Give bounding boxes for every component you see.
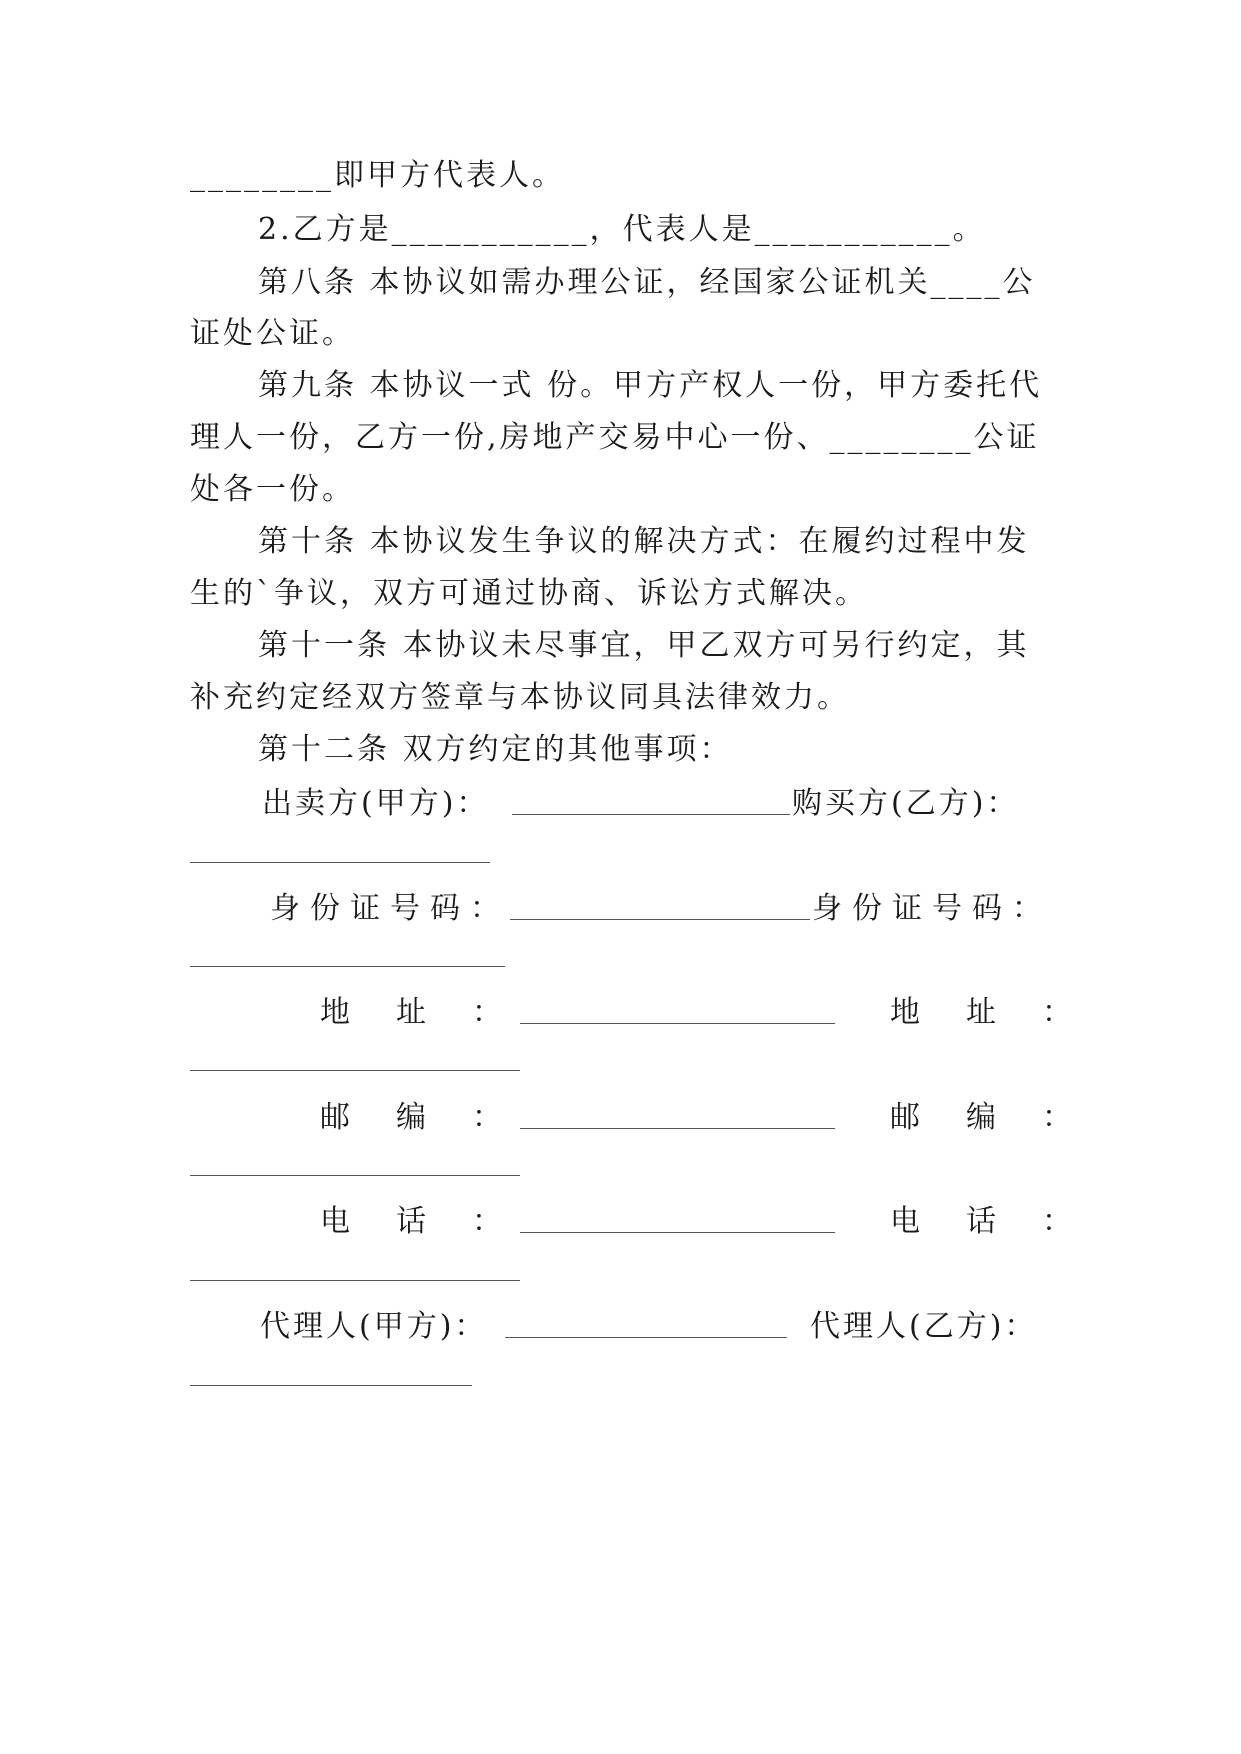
- seller-agent-label: 代理人(甲方)：: [260, 1309, 488, 1344]
- seller-zip-blank: [520, 1128, 835, 1129]
- article-8-line-2: 证处公证。: [190, 316, 355, 351]
- article-9-line-3: 处各一份。: [190, 472, 355, 507]
- buyer-address-label: 地 址 ：: [890, 995, 1080, 1030]
- article-9-line-1: 第九条 本协议一式 份。甲方产权人一份，甲方委托代: [258, 368, 1043, 403]
- buyer-phone-label: 电 话 ：: [890, 1204, 1080, 1239]
- seller-address-label: 地 址 ：: [320, 995, 510, 1030]
- seller-phone-blank: [520, 1232, 835, 1233]
- seller-id-blank: [510, 919, 810, 920]
- seller-agent-blank: [505, 1337, 787, 1338]
- seller-id-label: 身份证号码：: [270, 891, 510, 926]
- article-12: 第十二条 双方约定的其他事项：: [258, 732, 733, 767]
- article-10-line-1: 第十条 本协议发生争议的解决方式：在履约过程中发: [258, 524, 1030, 559]
- buyer-zip-label: 邮 编 ：: [890, 1100, 1080, 1135]
- signature-row-agents: [190, 1301, 1050, 1344]
- article-8-line-1: 第八条 本协议如需办理公证，经国家公证机关____公: [258, 265, 1036, 300]
- buyer-zip-blank: [190, 1175, 520, 1176]
- buyer-phone-blank: [190, 1280, 520, 1281]
- buyer-blank: [190, 862, 490, 863]
- paragraph-party-b: 2.乙方是___________，代表人是___________。: [258, 212, 986, 247]
- buyer-label: 购买方(乙方)：: [792, 786, 1020, 821]
- signature-row-zip: [190, 1092, 1080, 1135]
- article-10-line-2: 生的`争议，双方可通过协商、诉讼方式解决。: [190, 576, 868, 611]
- signature-row-parties: [190, 778, 1050, 821]
- signature-row-phone: [190, 1196, 1080, 1239]
- buyer-agent-blank: [190, 1385, 472, 1386]
- buyer-id-label: 身份证号码：: [812, 891, 1052, 926]
- paragraph-representative: ________即甲方代表人。: [190, 158, 565, 193]
- article-9-line-2: 理人一份，乙方一份,房地产交易中心一份、________公证: [190, 420, 1040, 455]
- signature-row-address: [190, 987, 1080, 1030]
- seller-address-blank: [520, 1023, 835, 1024]
- buyer-address-blank: [190, 1070, 520, 1071]
- seller-zip-label: 邮 编 ：: [320, 1100, 510, 1135]
- article-11-line-2: 补充约定经双方签章与本协议同具法律效力。: [190, 680, 850, 715]
- buyer-id-blank: [190, 966, 505, 967]
- seller-phone-label: 电 话 ：: [320, 1204, 510, 1239]
- seller-label: 出卖方(甲方)：: [262, 786, 490, 821]
- seller-blank: [512, 814, 790, 815]
- article-11-line-1: 第十一条 本协议未尽事宜，甲乙双方可另行约定，其: [258, 628, 1030, 663]
- buyer-agent-label: 代理人(乙方)：: [810, 1309, 1038, 1344]
- signature-row-id: [190, 883, 1052, 926]
